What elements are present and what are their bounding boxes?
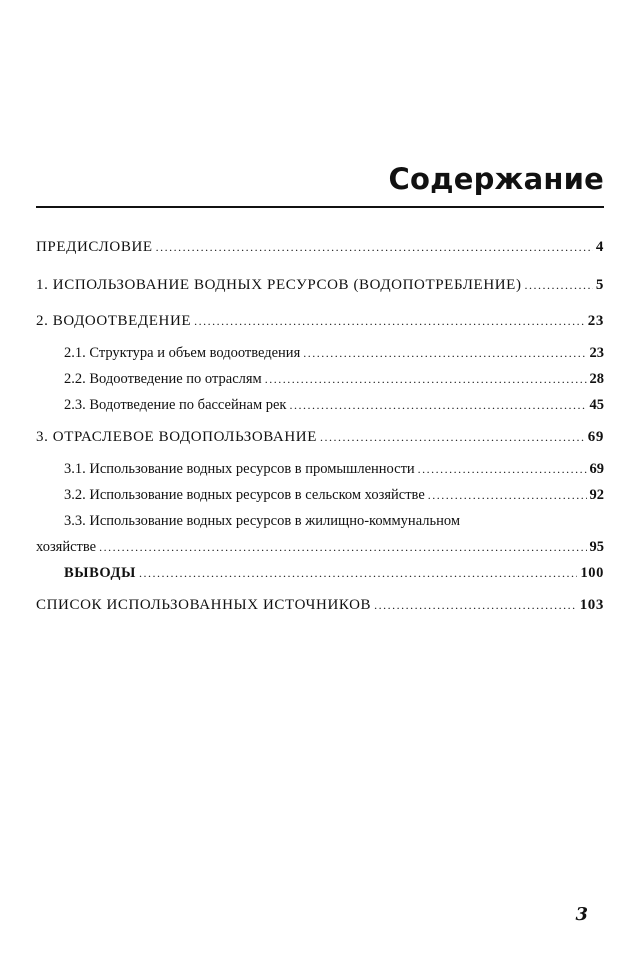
dot-leader	[156, 238, 593, 256]
toc-entry-chapter-2[interactable]	[36, 312, 604, 330]
toc-entry-chapter-1[interactable]	[36, 276, 604, 294]
dot-leader	[320, 428, 585, 446]
toc-entry-label: 1. ИСПОЛЬЗОВАНИЕ ВОДНЫХ РЕСУРСОВ (ВОДОПОТРЕБЛЕНИЕ)	[36, 277, 522, 293]
toc-entry-label: 2.3. Водотведение по бассейнам рек	[64, 397, 287, 413]
dot-leader	[265, 370, 587, 388]
toc-entry-label: СПИСОК ИСПОЛЬЗОВАННЫХ ИСТОЧНИКОВ	[36, 597, 372, 613]
toc-entry-label: 3.2. Использование водных ресурсов в сельском хозяйстве	[64, 487, 425, 503]
toc-entry-section-2-3[interactable]	[64, 396, 604, 414]
toc-entry-label: 2.1. Структура и объем водоотведения	[64, 345, 301, 361]
toc-entry-page: 45	[589, 397, 604, 413]
toc-entry-section-3-3[interactable]	[36, 538, 604, 556]
toc-entry-page: 23	[589, 345, 604, 361]
toc-entry-section-3-3-line-1[interactable]: 3.3. Использование водных ресурсов в жилищно-коммунальном	[64, 513, 461, 529]
toc-entry-conclusions[interactable]	[64, 564, 604, 582]
toc-entry-preface[interactable]	[36, 238, 604, 256]
toc-entry-label: ПРЕДИСЛОВИЕ	[36, 239, 153, 255]
toc-entry-section-3-2[interactable]	[64, 486, 604, 504]
page-title: Содержание	[388, 162, 604, 196]
dot-leader	[525, 276, 593, 294]
toc-entry-section-2-2[interactable]	[64, 370, 604, 388]
toc-entry-section-2-1[interactable]	[64, 344, 604, 362]
dot-leader	[289, 396, 586, 414]
toc-entry-label: ВЫВОДЫ	[64, 565, 136, 581]
toc-entry-label: хозяйстве	[36, 539, 97, 555]
toc-entry-page: 95	[589, 539, 604, 555]
toc-entry-label: 2. ВОДООТВЕДЕНИЕ	[36, 313, 192, 329]
toc-entry-section-3-1[interactable]	[64, 460, 604, 478]
toc-entry-page: 28	[589, 371, 604, 387]
toc-entry-chapter-3[interactable]	[36, 428, 604, 446]
dot-leader	[428, 486, 587, 504]
toc-entry-page: 103	[579, 597, 604, 613]
toc-entry-page: 69	[589, 461, 604, 477]
toc-entry-label: 2.2. Водоотведение по отраслям	[64, 371, 262, 387]
title-rule	[36, 206, 604, 208]
dot-leader	[418, 460, 587, 478]
toc-entry-page: 5	[595, 277, 604, 293]
toc-entry-page: 92	[589, 487, 604, 503]
toc-entry-label: 3.1. Использование водных ресурсов в промышленности	[64, 461, 415, 477]
toc-entry-page: 4	[595, 239, 604, 255]
dot-leader	[374, 596, 577, 614]
dot-leader	[139, 564, 577, 582]
page-number: 3	[575, 904, 588, 925]
toc-entry-page: 100	[580, 565, 604, 581]
dot-leader	[194, 312, 585, 330]
toc-entry-label: 3. ОТРАСЛЕВОЕ ВОДОПОЛЬЗОВАНИЕ	[36, 429, 317, 445]
toc-entry-page: 69	[587, 429, 604, 445]
toc-entry-references[interactable]	[36, 596, 604, 614]
toc-entry-page: 23	[587, 313, 604, 329]
dot-leader	[303, 344, 586, 362]
dot-leader	[99, 538, 586, 556]
